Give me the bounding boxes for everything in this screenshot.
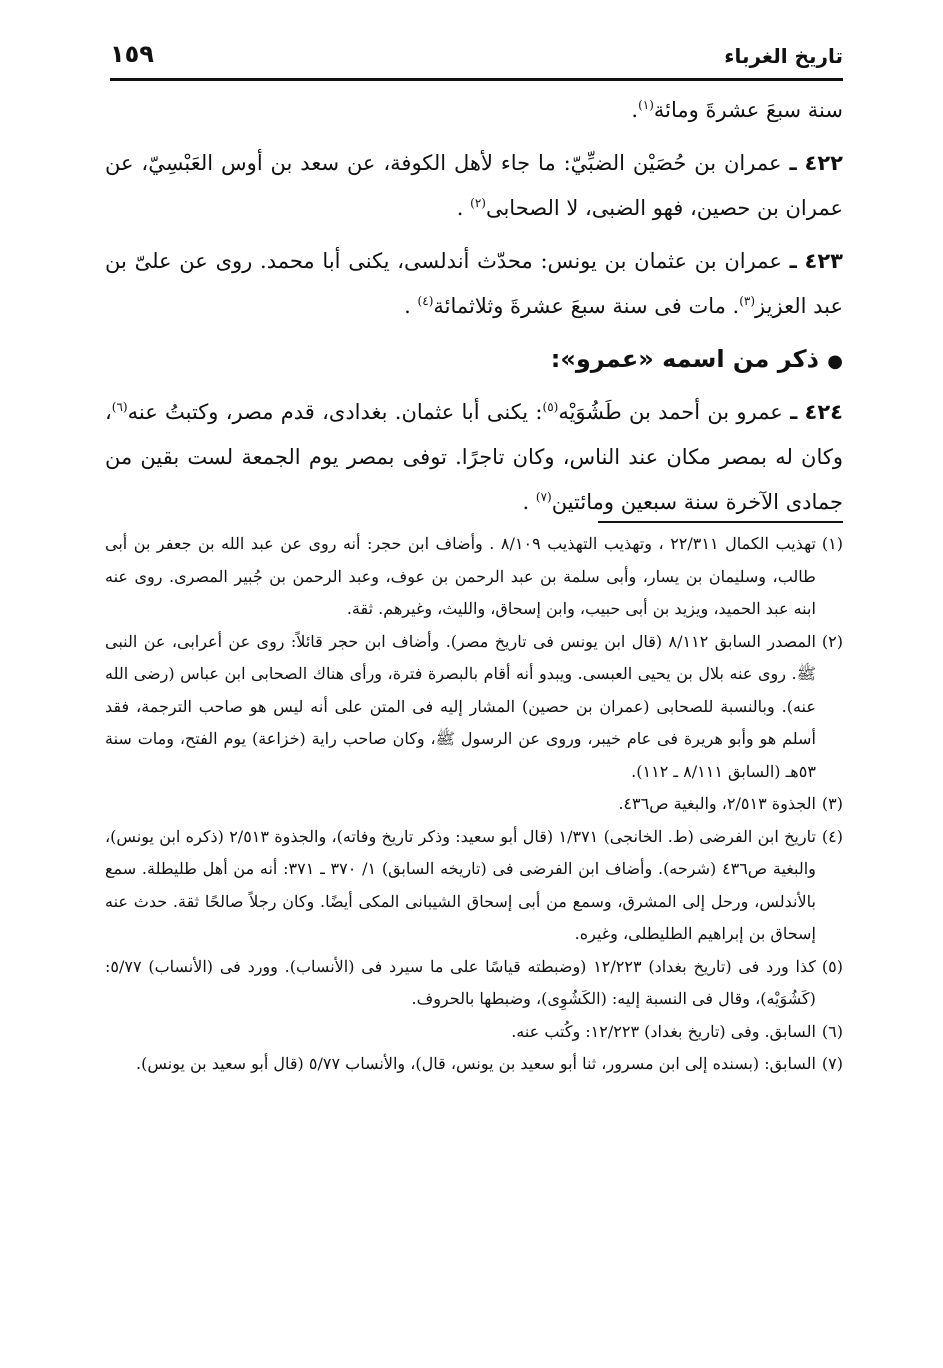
entry-text: عمران بن حُصَيْن الضبِّيّ: ما جاء لأهل الكوفة، عن سعد بن أوس العَبْسِيّ، عن عمران بن حصين، فهو الضبى، لا الصحابى bbox=[105, 151, 843, 220]
footnote-mark: (٥) bbox=[821, 956, 843, 976]
main-text bbox=[105, 88, 843, 533]
entry-dash: ـ bbox=[789, 249, 797, 273]
footnote-text: كذا ورد فى (تاريخ بغداد) ١٢/٢٢٣ (وضبطته قياسًا على ما سيرد فى (الأنساب). وورد فى (الأنساب) ٥/٧٧: (كَشُوَيْه)، وقال فى النسبة إليه: (الكَشُوِى)، وضبطها بالحروف. bbox=[105, 956, 816, 1008]
footnote-ref: (٥) bbox=[542, 400, 559, 414]
footnote-text: تهذيب الكمال ٢٢/٣١١ ، وتهذيب التهذيب ٨/١٠٩ . وأضاف ابن حجر: أنه روى عن عبد الله بن جعفر بن أبى طالب، وسليمان بن يسار، وأبى سلمة بن عبد الرحمن بن عوف، وعبد الرحمن بن جُبير المصرى. روى عنه ابنه عبد الحميد، ويزيد بن أبى حبيب، وابن إسحاق، والليث، وغيرهم. ثقة. bbox=[105, 534, 816, 618]
entry-end: . bbox=[456, 196, 464, 220]
footnote-2 bbox=[105, 626, 843, 789]
entry-424 bbox=[105, 390, 843, 525]
footnote-text: السابق. وفى (تاريخ بغداد) ١٢/٢٢٣: وكُتب عنه. bbox=[511, 1021, 816, 1041]
footnote-text: السابق: (بسنده إلى ابن مسرور، ثنا أبو سعيد بن يونس، قال)، والأنساب ٥/٧٧ (قال أبو سعيد بن يونس). bbox=[136, 1054, 816, 1073]
footnote-1 bbox=[105, 528, 843, 626]
entry-text: عمرو بن أحمد بن طَشُوَيْه bbox=[558, 400, 783, 424]
entry-number: ٤٢٣ bbox=[804, 249, 843, 273]
section-heading bbox=[105, 337, 843, 384]
footnote-5 bbox=[105, 951, 843, 1016]
footnote-mark: (٢) bbox=[821, 631, 843, 651]
footnote-ref: (٣) bbox=[739, 294, 756, 308]
entry-text: ، وكان له بمصر مكان عند الناس، وكان تاجرًا. توفى بمصر يوم الجمعة لست بقين من جمادى الآخرة سنة سبعين ومائتين bbox=[105, 400, 843, 514]
entry-number: ٤٢٤ bbox=[804, 400, 843, 424]
footnote-text: المصدر السابق ٨/١١٢ (قال ابن يونس فى تاريخ مصر). وأضاف ابن حجر قائلاً: روى عن أعرابى، عن النبى ﷺ. روى عنه بلال بن يحيى العبسى. ويبدو أنه أقام بالبصرة فترة، ورأى هناك الصحابى ابن عباس (رضى الله عنه). وبالنسبة للصحابى (عمران بن حصين) المشار إليه فى المتن على أنه ليس هو صاحب الترجمة، فقد أسلم هو وأبو هريرة فى عام خيبر، وروى عن الرسول ﷺ، وكان صاحب راية (خزاعة) يوم الفتح، ومات سنة ٥٣هـ (السابق ٨/١١١ ـ ١١٢). bbox=[105, 631, 816, 781]
footnote-ref: (٧) bbox=[535, 490, 552, 504]
entry-end: . bbox=[631, 98, 639, 122]
footnote-7 bbox=[105, 1048, 843, 1081]
section-heading-text: ذكر من اسمه «عمرو»: bbox=[550, 345, 819, 373]
running-header bbox=[110, 38, 843, 81]
footnote-text: الجذوة ٢/٥١٣، والبغية ص٤٣٦. bbox=[618, 794, 816, 813]
footnote-mark: (٤) bbox=[821, 826, 843, 846]
entry-end: . bbox=[522, 490, 530, 514]
footnotes bbox=[105, 528, 843, 1081]
entry-number: ٤٢٢ bbox=[804, 151, 843, 175]
footnote-mark: (١) bbox=[821, 534, 843, 553]
footnote-separator bbox=[598, 521, 843, 523]
entry-end: . bbox=[404, 294, 411, 318]
entry-dash: ـ bbox=[790, 400, 798, 424]
footnote-mark: (٣) bbox=[821, 794, 843, 813]
footnote-ref: (٢) bbox=[470, 196, 486, 210]
footnote-mark: (٧) bbox=[821, 1054, 843, 1073]
entry-text: عمران بن عثمان بن يونس: محدّث أندلسى، يكنى أبا محمد. روى عن علىّ بن عبد العزيز bbox=[105, 249, 843, 318]
footnote-text: تاريخ ابن الفرضى (ط. الخانجى) ١/٣٧١ (قال أبو سعيد: وذكر تاريخ وفاته)، والجذوة ٢/٥١٣ (ذكره ابن يونس)، والبغية ص٤٣٦ (شرحه). وأضاف ابن الفرضى فى (تاريخه السابق) ١/ ٣٧٠ ـ ٣٧١: أنه من أهل طليطلة. سمع بالأندلس، ورحل إلى المشرق، وسمع من أبى إسحاق الشيبانى المكى أيضًا. وكان رجلاً صالحًا ثقة. حدث عنه إسحاق بن إبراهيم الطليطلى، وغيره. bbox=[105, 826, 816, 943]
footnote-mark: (٦) bbox=[821, 1021, 843, 1041]
entry-text: سنة سبعَ عشرةَ ومائة bbox=[653, 98, 843, 122]
footnote-ref: (٤) bbox=[417, 294, 434, 308]
entry-423 bbox=[105, 239, 843, 329]
page-number: ١٥٩ bbox=[110, 40, 154, 68]
entry-422 bbox=[105, 141, 843, 231]
entry-text: : يكنى أبا عثمان. بغدادى، قدم مصر، وكتبتُ عنه bbox=[127, 400, 543, 424]
footnote-3 bbox=[105, 788, 843, 821]
entry-continuation bbox=[105, 88, 843, 133]
footnote-ref: (٦) bbox=[111, 400, 128, 414]
footnote-4 bbox=[105, 821, 843, 951]
footnote-ref: (١) bbox=[638, 98, 654, 112]
entry-text: . مات فى سنة سبعَ عشرةَ وثلاثمائة bbox=[433, 294, 740, 318]
entry-dash: ـ bbox=[789, 151, 797, 175]
running-title: تاريخ الغرباء bbox=[724, 44, 843, 68]
bullet-icon: ● bbox=[827, 351, 843, 372]
footnote-6 bbox=[105, 1016, 843, 1049]
